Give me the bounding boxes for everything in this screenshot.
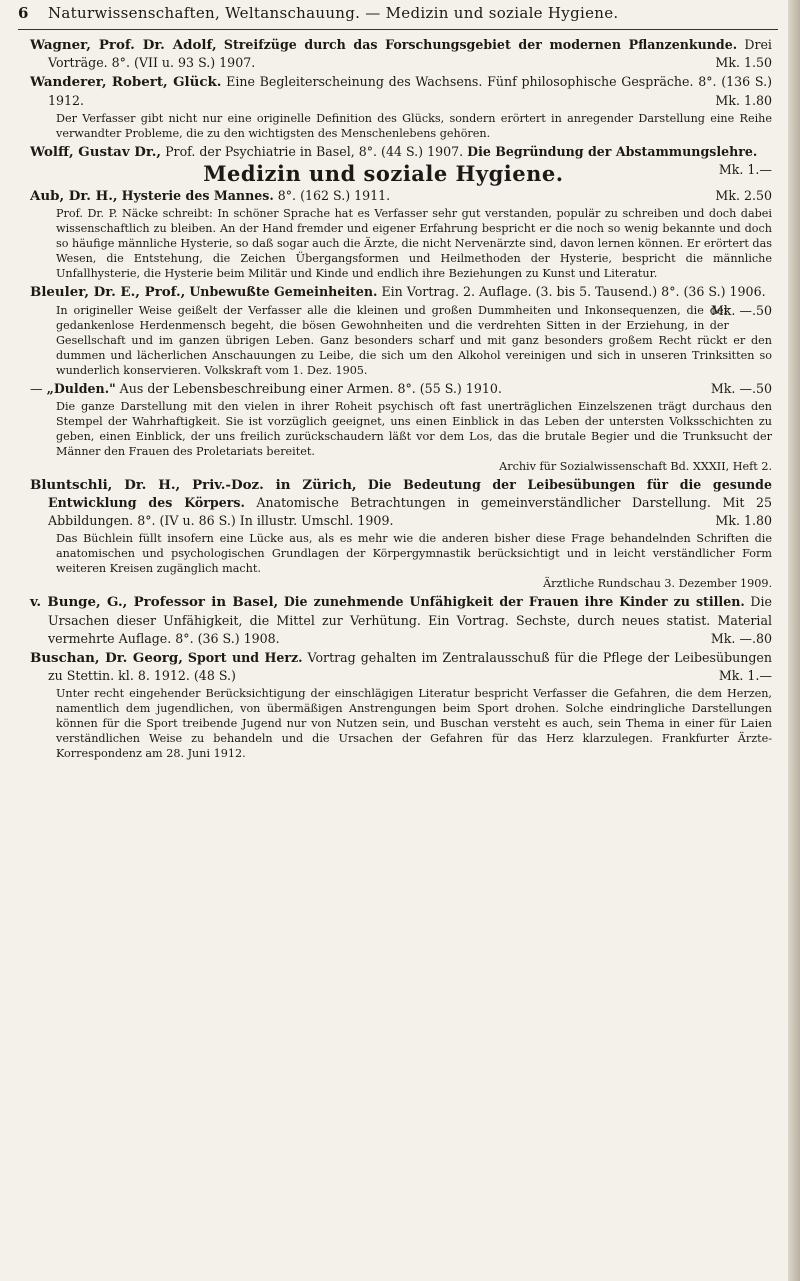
catalog-entry-wagner (30, 36, 772, 72)
catalog-entry-bluntschli (30, 476, 772, 531)
entry-price: Mk. —.80 (710, 630, 772, 646)
entry-author: Wolff, Gustav Dr., (30, 143, 162, 160)
entry-details: Ein Vortrag. 2. Auflage. (3. bis 5. Tausend.) 8°. (36 S.) 1906. (381, 284, 766, 300)
review-source: Archiv für Sozialwissenschaft Bd. XXXII, Heft 2. (499, 459, 772, 473)
catalog-entry-aub (30, 187, 772, 205)
entry-details: Anatomische Betrachtungen in gemeinverständlicher Darstellung. Mit 25 Abbildungen. 8°. (IV u. 86 S.) In illustr. Umschl. 1909. (48, 495, 772, 529)
entry-details: Vortrag gehalten im Zentralausschuß für die Pflege der Leibesübungen zu Stettin. kl. 8. 1912. (48 S.) (48, 650, 772, 684)
entry-review (30, 531, 772, 591)
entry-price: Mk. 1.— (718, 162, 772, 178)
entry-review: Der Verfasser gibt nicht nur eine originelle Definition des Glücks, sondern erörtert in anregender Darstellung eine Reihe verwandter Probleme, die zu den wichtigsten des Menschenlebens gehören. (56, 111, 772, 140)
review-text: Die ganze Darstellung mit den vielen in ihrer Roheit psychisch oft fast unerträglichen Einzelszenen trägt durchaus den Stempel der Wahrhaftigkeit. Sie ist vorzüglich geeignet, uns einen Einblick in das Leben der untersten Volksschichten zu geben, einen Einblick, der uns freilich zurückschaudern läßt vor dem Los, das die brutale Begier und die Trunksucht der Männer den Frauen des Proletariats bereitet. (56, 399, 772, 458)
review-source: Ärztliche Rundschau 3. Dezember 1909. (543, 577, 772, 591)
entry-price: Mk. 1.— (718, 668, 772, 684)
entry-author-dash: — (30, 380, 43, 396)
entry-title: Hysterie des Mannes. (121, 188, 274, 204)
entry-review: In origineller Weise geißelt der Verfasser alle die kleinen und großen Dummheiten und Inkonsequenzen, die der gedankenlose Herdenmensch begeht, die bösen Gewohnheiten und die verdrehten Sitten in der Erziehung, in der Gesellschaft und im ganzen übrigen Leben. Ganz besonders scharf und mit ganz besonders großem Recht rückt er den dummen und lächerlichen Anschauungen zu Leibe, die sich um den Alkohol vereinigen und sich in unseren Trinksitten so wunderlich konservieren. Volkskraft vom 1. Dez. 1905. (56, 303, 772, 377)
entry-title: Die Bedeutung der Leibesübungen für die gesunde Entwicklung des Körpers. (48, 476, 772, 511)
entry-details: Drei Vorträge. 8°. (VII u. 93 S.) 1907. (48, 37, 772, 71)
header-rule (18, 29, 778, 30)
entry-author: Aub, Dr. H., (30, 188, 118, 205)
entry-author: Buschan, Dr. Georg, (30, 650, 183, 667)
entry-author: Wagner, Prof. Dr. Adolf, (30, 37, 217, 53)
entry-author: Bleuler, Dr. E., Prof., (30, 284, 186, 301)
running-title: Naturwissenschaften, Weltanschauung. — Medizin und soziale Hygiene. (48, 4, 619, 22)
entry-title: Unbewußte Gemeinheiten. (189, 284, 378, 300)
section-heading: Medizin und soziale Hygiene. (203, 161, 564, 187)
running-header (18, 4, 778, 26)
page-edge-shadow (788, 0, 800, 1281)
entry-price: Mk. —.50 (710, 380, 772, 396)
entry-author: Wanderer, Robert, Glück. (30, 74, 222, 91)
entry-title: „Dulden." (46, 380, 116, 396)
entry-details: Aus der Lebensbeschreibung einer Armen. 8°. (55 S.) 1910. (119, 380, 502, 396)
entry-review: Prof. Dr. P. Näcke schreibt: In schöner Sprache hat es Verfasser sehr gut verstanden, populär zu schreiben und doch dabei wissenschaftlich zu bleiben. An der Hand fremder und eigener Erfahrung bespricht er die noch so wenig bekannte und doch so häufige männliche Hysterie, so daß sogar auch die Ärzte, die nicht Nervenärzte sind, davon lernen können. Er erörtert das Wesen, die Entstehung, die Zeichen Übergangsformen und Heilmethoden der Hysterie, bespricht die männliche Unfallhysterie, die Hysterie beim Militär und Kinde und endlich ihre Beziehungen zu Kunst und Literatur. (56, 207, 772, 281)
entry-title: Sport und Herz. (187, 650, 303, 666)
entry-author: Bluntschli, Dr. H., Priv.-Doz. in Zürich, (30, 476, 357, 493)
entry-title: Die Begründung der Abstammungslehre. (467, 143, 758, 159)
entry-review: Unter recht eingehender Berücksichtigung der einschlägigen Literatur bespricht Verfasser die Gefahren, die dem Herzen, namentlich dem jugendlichen, von übermäßigen Anstrengungen beim Sport drohen. Solche eindringliche Darstellungen können für die Sport treibende Jugend nur von Nutzen sein, und Buschan versteht es auch, sein Thema in einer für Laien verständlichen Weise zu behandeln und die Ursachen der Gefahren für das Herz klarzulegen. Frankfurter Ärzte-Korrespondenz am 28. Juni 1912. (56, 687, 772, 761)
entry-title: Streifzüge durch das Forschungsgebiet der modernen Pflanzenkunde. (223, 37, 738, 52)
entry-review (30, 399, 772, 474)
entry-details: 8°. (162 S.) 1911. (277, 188, 391, 204)
entry-author: v. Bunge, G., Professor in Basel, (30, 594, 279, 611)
entry-price: Mk. —.50 (710, 302, 772, 318)
entry-price: Mk. 1.50 (715, 55, 772, 71)
catalog-entry-bleuler (30, 283, 772, 318)
entry-price: Mk. 1.80 (715, 513, 772, 529)
catalog-content (30, 36, 772, 763)
catalog-entry-buschan (30, 649, 772, 685)
review-text: Das Büchlein füllt insofern eine Lücke aus, als es mehr wie die anderen bisher diese Frage behandelnden Schriften die anatomischen und psychologischen Grundlagen der Körpergymnastik berücksichtigt und in leicht verständlicher Form weiteren Kreisen zugänglich macht. (56, 532, 772, 576)
entry-details: Die Ursachen dieser Unfähigkeit, die Mittel zur Verhütung. Ein Vortrag. Sechste, durch neues statist. Material vermehrte Auflage. 8°. (36 S.) 1908. (48, 594, 772, 646)
catalog-entry-dulden (30, 380, 772, 398)
entry-price: Mk. 1.80 (715, 92, 772, 108)
entry-details: Eine Begleiterscheinung des Wachsens. Fünf philosophische Gespräche. 8°. (136 S.) 1912. (48, 74, 772, 108)
catalog-entry-wanderer (30, 73, 772, 109)
entry-price: Mk. 2.50 (715, 188, 772, 204)
page-number: 6 (18, 4, 29, 22)
entry-title: Die zunehmende Unfähigkeit der Frauen ihre Kinder zu stillen. (283, 594, 745, 610)
catalog-entry-bunge (30, 593, 772, 648)
entry-details: Prof. der Psychiatrie in Basel, 8°. (44 S.) 1907. (165, 143, 464, 159)
